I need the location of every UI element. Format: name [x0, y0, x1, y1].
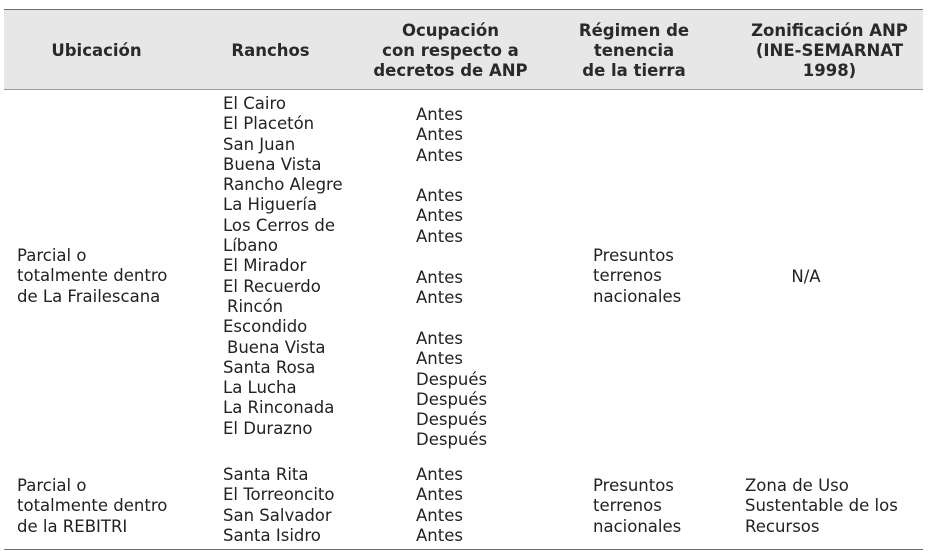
rancho-item: El Mirador	[223, 256, 307, 276]
rancho-item: La Rinconada	[223, 398, 335, 418]
ocupacion-item: Antes	[416, 206, 463, 226]
rancho-item: El Placetón	[223, 114, 315, 134]
row1-ubicacion	[17, 246, 167, 307]
ocupacion-item: Antes	[416, 329, 463, 348]
header-zonificacion-line: 1998)	[802, 60, 857, 80]
header-ocupacion-line: con respecto a	[382, 40, 519, 60]
row2-zonificacion-line: Recursos	[745, 516, 820, 536]
row2-ocupacion	[416, 465, 463, 546]
ocupacion-item: Antes	[416, 268, 463, 287]
row2-ubicacion-line: totalmente dentro	[17, 496, 168, 516]
ocupacion-item: Antes	[416, 226, 463, 246]
ocupacion-item: Antes	[416, 525, 463, 545]
ocupacion-item: Antes	[416, 465, 463, 484]
row2-regimen-line: nacionales	[593, 516, 682, 536]
ocupacion-item: Después	[416, 369, 488, 389]
header-ocupacion-line: Ocupación	[401, 20, 499, 40]
rancho-item: Líbano	[223, 236, 278, 256]
rancho-item: Buena Vista	[223, 154, 322, 174]
row2-ranchos	[223, 465, 334, 546]
rancho-item: El Recuerdo	[223, 276, 321, 296]
row2-regimen	[593, 476, 681, 537]
header-zonificacion-line: Zonificación ANP	[751, 20, 908, 40]
header-regimen-line: Régimen de tenencia	[578, 20, 690, 60]
row2-zonificacion-line: Zona de Uso	[745, 476, 849, 495]
row2-zonificacion	[745, 476, 898, 537]
header-ubicacion-label: Ubicación	[51, 40, 142, 60]
ocupacion-item: Después	[416, 410, 488, 430]
ocupacion-item: Antes	[416, 505, 463, 525]
rancho-item: Santa Rosa	[223, 357, 316, 377]
row1-zonificacion-line: N/A	[791, 267, 821, 286]
rancho-item: Los Cerros de	[223, 215, 335, 235]
rancho-item: Buena Vista	[227, 337, 326, 357]
header-ocupacion	[352, 10, 549, 91]
rancho-item: Escondido	[223, 317, 308, 337]
row2-zonificacion-line: Sustentable de los	[745, 496, 898, 516]
header-ocupacion-line: decretos de ANP	[373, 60, 528, 80]
ocupacion-item: Antes	[416, 125, 463, 145]
ocupacion-item: Antes	[416, 186, 463, 205]
header-ranchos-label: Ranchos	[231, 40, 310, 60]
row2-ubicacion-line: de la REBITRI	[17, 516, 128, 536]
header-zonificacion	[736, 10, 923, 91]
row2-regimen-line: terrenos	[593, 496, 662, 516]
rancho-item: El Torreoncito	[223, 485, 335, 505]
row1-regimen-line: terrenos	[593, 266, 662, 286]
rancho-item: Rincón	[227, 296, 284, 316]
rancho-item: Rancho Alegre	[223, 175, 343, 195]
row2-ubicacion-line: Parcial o	[17, 476, 87, 495]
row1-regimen-line: nacionales	[593, 286, 682, 306]
ocupacion-item: Antes	[416, 349, 463, 369]
rancho-item: El Cairo	[223, 94, 286, 113]
ocupacion-item: Antes	[416, 288, 463, 308]
rancho-item: La Higuería	[223, 195, 318, 215]
table-header	[4, 9, 923, 90]
ocupacion-item: Después	[416, 430, 488, 450]
header-regimen-line: de la tierra	[582, 60, 686, 80]
ocupacion-item: Antes	[416, 145, 463, 165]
ocupacion-group	[416, 186, 463, 247]
header-ubicacion	[4, 10, 189, 91]
row2-ubicacion	[17, 476, 167, 537]
rancho-item: El Durazno	[223, 418, 313, 438]
rancho-item: San Salvador	[223, 505, 332, 525]
header-zonificacion-line: (INE-SEMARNAT	[755, 40, 904, 60]
ocupacion-group	[416, 268, 463, 309]
row2-regimen-line: Presuntos	[593, 476, 674, 495]
row1-zonificacion	[736, 267, 876, 287]
row1-regimen	[593, 246, 681, 307]
ocupacion-item: Antes	[416, 485, 463, 505]
row1-ubicacion-line: totalmente dentro	[17, 266, 168, 286]
ocupacion-item: Después	[416, 389, 488, 409]
row1-ranchos	[223, 94, 343, 439]
rancho-item: Santa Rita	[223, 465, 309, 484]
ocupacion-item: Antes	[416, 105, 463, 124]
rancho-item: San Juan	[223, 134, 296, 154]
header-ranchos	[189, 10, 352, 91]
row1-ubicacion-line: de La Frailescana	[17, 286, 161, 306]
header-regimen	[543, 10, 725, 91]
ocupacion-group	[416, 329, 487, 451]
data-table	[4, 9, 923, 550]
row1-ubicacion-line: Parcial o	[17, 246, 87, 265]
ocupacion-group	[416, 105, 463, 166]
rancho-item: Santa Isidro	[223, 525, 321, 545]
rancho-item: La Lucha	[223, 378, 297, 398]
row1-regimen-line: Presuntos	[593, 246, 674, 265]
